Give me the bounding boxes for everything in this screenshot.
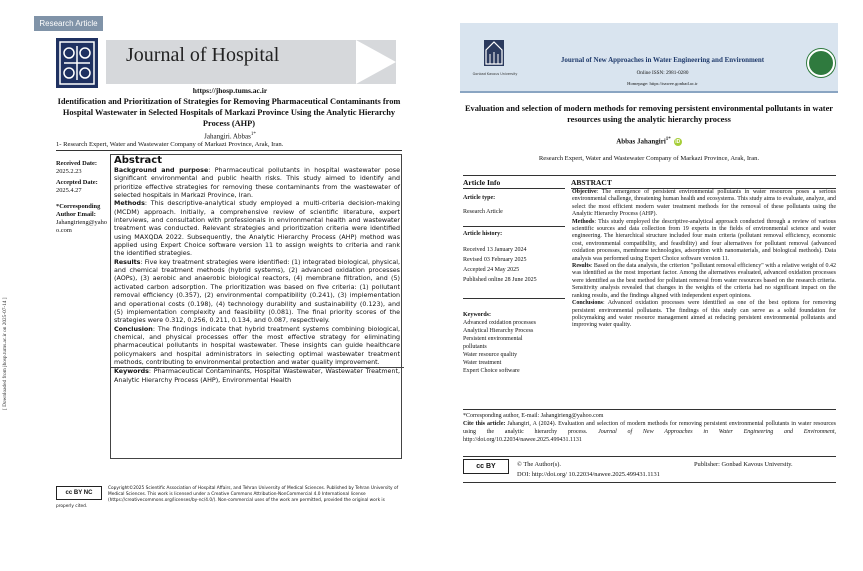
accepted-date: 2025.4.27: [56, 187, 82, 194]
journal-name: Journal of Hospital: [126, 44, 280, 66]
divider: [463, 482, 836, 483]
abstract-results: Results: Five key treatment strategies were identified: (1) integrated biological, physical, and chemical treatment methods (hybrid systems), (2) advanced oxidation processes (AOPs), (3) aerobic and anaerobic biological reactors, (4) membrane filtration, and (5) activated carbon adsorption. The prioritization was based on five criteria: (1) pollutant removal efficiency (0.357), (2) environmental compatibility (0.241), (3) implementation and operational costs (0.198), (4) technology durability and sustainability (0.123), and (5) implementation complexity and feasibility (0.081). The final priority scores of the strategies were 0.312, 0.256, 0.211, 0.134, and 0.087, respectively.: [114, 258, 400, 325]
issn: Online ISSN: 2981-0280: [636, 70, 689, 76]
abstract-conclusions: Conclusions: Advanced oxidation processes were identified as one of the best options for removing persistent environmental pollutants. The findings of this study can serve as a solid foundation for policymaking and water resource management aimed at reducing persistent environmental pollutants and improving water quality.: [572, 300, 836, 329]
article-type-tag: Research Article: [34, 16, 103, 31]
corresponding-label: *Corresponding Author Email:: [56, 203, 101, 218]
author-name: Abbas Jahangiri: [616, 137, 666, 146]
published-date: Published online 28 June 2025: [463, 277, 537, 283]
copyright: © The Author(s).: [517, 461, 561, 468]
abstract-keywords: Keywords: Pharmaceutical Contaminants, Hospital Wastewater, Wastewater Treatment, Analytic Hierarchy Process (AHP), Environmental Health: [110, 367, 404, 385]
keyword: Advanced oxidation processes: [463, 320, 536, 326]
keyword: Water resource quality: [463, 352, 518, 358]
keywords-list: [463, 319, 565, 375]
corresponding-author: *Corresponding author, E-mail: Jahangirieng@yahoo.com: [463, 413, 604, 419]
abstract-results: Results: Based on the data analysis, the criterion "pollutant removal efficiency" with a relative weight of 0.42 was identified as the most important factor. Among the alternatives evaluated, advanced oxidation processes were identified as the best method for pollutant removal from water resources based on the research criteria. Sensitivity analysis revealed that changes in the weights of the criteria had no significant impact on the ranking results, and the findings aligned with independent expert opinions.: [572, 263, 836, 299]
journal-title: Journal of New Approaches in Water Engineering and Environment: [560, 56, 765, 64]
article-type: Research Article: [463, 209, 503, 215]
divider: [463, 188, 565, 189]
university-logo: [484, 40, 504, 66]
accepted-date: Accepted 24 May 2025: [463, 267, 520, 273]
footnotes: [463, 412, 836, 444]
university-logo: [56, 38, 98, 88]
article-info: [463, 194, 565, 375]
abstract: [114, 155, 400, 385]
article-info-heading: Article Info: [463, 178, 501, 187]
abstract-heading: ABSTRACT: [571, 178, 612, 187]
abstract-methods: Methods: This descriptive-analytical study employed a multi-criteria decision-making (MCDM) approach. Initially, a comprehensive review of scientific literature, expert interviews, and consultation with professionals in environmental health and wastewater treatment was conducted. Relevant strategies and prioritization criteria were identified using MAXQDA 2022. Subsequently, the Analytic Hierarchy Process (AHP) method was applied using Expert Choice software version 11 to assign weights to criteria and rank the identified strategies.: [114, 200, 400, 258]
license-notice: [56, 486, 402, 510]
received-date: 2025.2.23: [56, 168, 82, 175]
accepted-label: Accepted Date:: [56, 179, 98, 186]
abstract-objective: Objective: The emergence of persistent environmental pollutants in water resources poses a serious environmental challenge, threatening human health and ecosystems. This study aims to evaluate, analyze, and select the most efficient modern water treatment methods for the removal of these pollutants using the Analytic Hierarchy Process (AHP).: [572, 189, 836, 218]
abstract-heading: Abstract: [114, 155, 163, 166]
corresponding-email[interactable]: Jahangirieng@yahoo.com: [56, 219, 107, 234]
divider: [463, 175, 836, 176]
divider: [463, 456, 836, 457]
author-line: [0, 132, 460, 140]
article-title: Evaluation and selection of modern methods for removing persistent environmental pollutants in water resources using the analytic hierarchy process: [464, 104, 834, 124]
keyword: Expert Choice software: [463, 368, 520, 374]
orcid-icon[interactable]: iD: [675, 138, 681, 145]
keyword: Water treatment: [463, 360, 502, 366]
doi-link[interactable]: DOI: http://doi.org/ 10.22034/nawee.2025.499431.1131: [517, 471, 660, 478]
keyword: pollutants: [463, 344, 487, 350]
abstract-conclusion: Conclusion: The findings indicate that hybrid treatment systems combining biological, chemical, and physical processes offer the most effective strategy for eliminating pharmaceutical pollutants in hospital wastewater. These insights can guide healthcare policymakers and hospital administrators in selecting optimal wastewater treatment methods, contributing to environmental protection and water quality improvement.: [114, 325, 400, 366]
journal-seal-icon: [807, 49, 835, 77]
keywords-label: Keywords:: [463, 298, 565, 319]
keyword: Persistent environmental: [463, 336, 523, 342]
cc-license-badge[interactable]: cc BY NC: [56, 486, 102, 500]
received-label: Received Date:: [56, 160, 97, 167]
abstract: [572, 189, 836, 330]
article-title: Identification and Prioritization of Strategies for Removing Pharmaceutical Contaminants from Hospital Wastewater in Selected Hospitals of Markazi Province Using the Analytic Hierarchy Process (AHP): [57, 97, 401, 128]
article-meta: [56, 160, 110, 238]
publisher: Publisher: Gonbad Kavous University.: [694, 461, 793, 468]
affiliation: Research Expert, Water and Wastewater Company of Markazi Province, Arak, Iran.: [538, 155, 760, 162]
keyword: Analytical Hierarchy Process: [463, 328, 534, 334]
cc-license-badge[interactable]: cc BY: [463, 459, 509, 474]
history-label: Article history:: [463, 226, 565, 238]
divider: [463, 409, 836, 410]
citation: Cite this article: Jahangiri, A (2024). Evaluation and selection of modern methods for removing persistent environmental pollutants in water resources using the analytic hierarchy process. Journal of New Approaches in Water Engineering and Environment, http://doi.org/10.22034/nawee.2025.499431.1131: [463, 421, 837, 443]
author-name: Jahangiri. Abbas: [204, 132, 251, 141]
affiliation: 1- Research Expert, Water and Wastewater Company of Markazi Province, Arak, Iran.: [56, 141, 284, 148]
received-date: Received 13 January 2024: [463, 247, 527, 253]
author-mark: 1*: [665, 137, 671, 142]
abstract-background: Background and purpose: Pharmaceutical pollutants in hospital wastewater pose significant environmental and public health risks. This study aimed to identify and prioritize effective strategies for removing these contaminants from the wastewater of selected hospitals in Markazi Province, Iran.: [114, 167, 400, 200]
download-stamp: [ Downloaded from jhosp.tums.ac.ir on 2025-07-14 ]: [2, 297, 8, 410]
author-line: [462, 137, 836, 146]
divider: [56, 150, 402, 151]
author-mark: 1*: [250, 132, 256, 137]
article-type-label: Article type:: [463, 195, 496, 201]
license-text: Copyright©2025 Scientific Association of Hospital Affairs, and Tehran University of Medical Sciences. Published by Tehran University of Medical Sciences. This work is licensed under a Creative Commons Attribution-NonCommercial 4.0 International license (https://creativecommons.org/licenses/by-nc/4.0/). Non-commercial uses of the work are permitted, provided the original work is properly cited.: [56, 486, 399, 509]
revised-date: Revised 03 February 2025: [463, 257, 527, 263]
journal-url[interactable]: https://jhosp.tums.ac.ir: [192, 86, 268, 95]
abstract-methods: Methods: This study employed the descriptive-analytical approach conducted through a review of various scientific sources and data collection from 19 experts in the fields of environmental science and water engineering. The hierarchical structure included four main criteria (pollutant removal efficiency, economic cost, environmental compatibility, and feasibility) and four alternatives for pollutant removal (advanced oxidation processes, membrane technologies, adsorption with nanomaterials, and biological methods). Data analysis was performed using Expert Choice software version 11.: [572, 218, 836, 262]
university-name: Gonbad Kavous University: [472, 72, 518, 76]
homepage-link[interactable]: Homepage: https://nawee.gonbad.ac.ir: [627, 81, 698, 86]
